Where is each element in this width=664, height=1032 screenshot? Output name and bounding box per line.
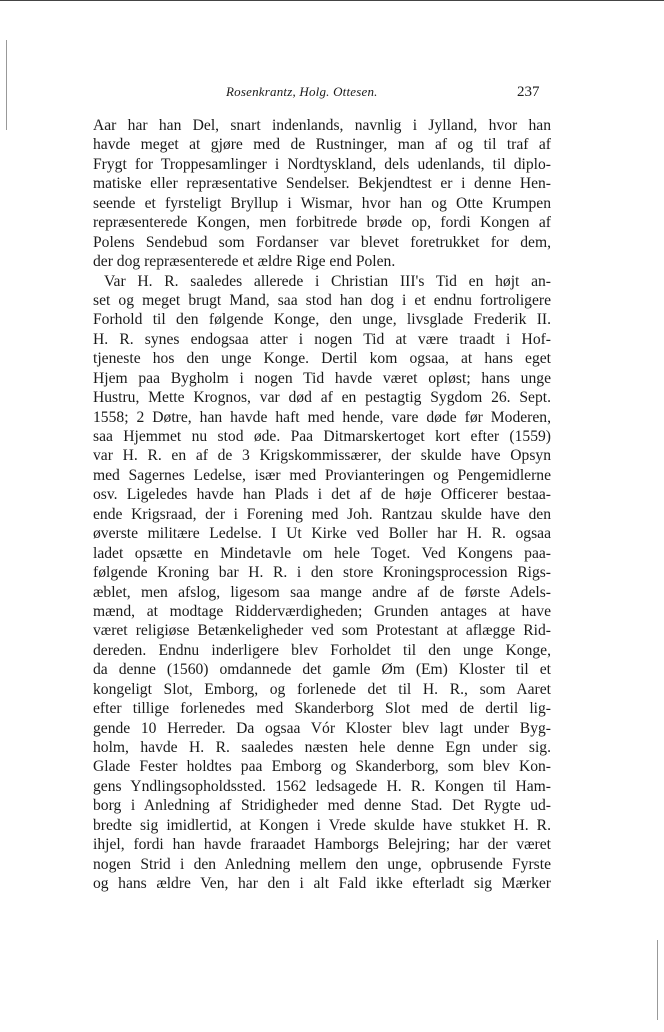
text-line: gende 10 Herreder. Da ogsaa Vór Kloster blev lagt under Byg- — [93, 719, 551, 737]
running-head: Rosenkrantz, Holg. Ottesen. — [226, 84, 378, 99]
text-line: der dog repræsenterede et ældre Rige end Polen. — [93, 253, 396, 271]
text-line: Hjem paa Bygholm i nogen Tid havde været opløst; hans unge — [93, 369, 551, 387]
text-line: Frygt for Troppesamlinger i Nordtyskland, dels udenlands, til diplo- — [93, 155, 551, 173]
text-line: saa Hjemmet nu stod øde. Paa Ditmarskertoget kort efter (1559) — [93, 428, 551, 445]
text-line: matiske eller repræsentative Sendelser. Bekjendtest er i denne Hen- — [93, 175, 551, 193]
text-line: Var H. R. saaledes allerede i Christian III's Tid en højt an- — [104, 272, 551, 290]
text-line: bredte sig imidlertid, at Kongen i Vrede skulde have stukket H. R. — [93, 816, 551, 834]
text-line: tjeneste hos den unge Konge. Dertil kom ogsaa, at hans eget — [93, 350, 551, 368]
text-line: holm, havde H. R. saaledes næsten hele denne Egn under sig. — [93, 739, 551, 756]
text-line: mænd, at modtage Ridderværdigheden; Grunden antages at have — [93, 602, 551, 620]
text-line: 1558; 2 Døtre, han havde haft med hende, vare døde før Moderen, — [93, 408, 551, 426]
text-line: dereden. Endnu inderligere blev Forholdet til den unge Konge, — [93, 641, 551, 659]
text-line: Forhold til den følgende Konge, den unge, livsglade Frederik II. — [93, 311, 551, 329]
text-line: Polens Sendebud som Fordanser var blevet foretrukket for dem, — [93, 233, 551, 251]
text-line: kongeligt Slot, Emborg, og forlenede det til H. R., som Aaret — [93, 680, 551, 698]
body-text — [93, 116, 551, 894]
text-line: ihjel, fordi han havde fraraadet Hamborgs Belejring; har der været — [93, 836, 551, 854]
text-line: havde meget at gjøre med de Rustninger, man af og til traf af — [93, 136, 551, 154]
text-line: og hans ældre Ven, har den i alt Fald ikke efterladt sig Mærker — [93, 875, 551, 893]
text-line: da denne (1560) omdannede det gamle Øm (Em) Kloster til et — [93, 661, 551, 679]
text-line: osv. Ligeledes havde han Plads i det af de høje Officerer bestaa- — [93, 486, 551, 504]
text-line: følgende Kroning bar H. R. i den store Kroningsprocession Rigs- — [93, 564, 551, 582]
text-line: Hustru, Mette Krognos, var død af en pestagtig Sygdom 26. Sept. — [93, 389, 551, 407]
text-line: Aar har han Del, snart indenlands, navnlig i Jylland, hvor han — [93, 117, 551, 134]
text-line: borg i Anledning af Stridigheder med denne Stad. Det Rygte ud- — [93, 797, 551, 815]
text-line: set og meget brugt Mand, saa stod han dog i et endnu fortroligere — [93, 291, 551, 309]
text-line: været religiøse Betænkeligheder ved som Protestant at aflægge Rid- — [93, 622, 551, 640]
text-line: ende Krigsraad, der i Forening med Joh. Rantzau skulde have den — [93, 505, 551, 523]
text-line: gens Yndlingsopholdssted. 1562 ledsagede H. R. Kongen til Ham- — [93, 777, 551, 795]
page-header — [0, 82, 664, 106]
text-line: var H. R. en af de 3 Krigskommissærer, der skulde have Opsyn — [93, 447, 551, 465]
text-line: øverste militære Ledelse. I Ut Kirke ved Boller har H. R. ogsaa — [93, 525, 551, 543]
text-line: H. R. synes endogsaa atter i nogen Tid at være traadt i Hof- — [93, 330, 551, 348]
scan-border-top — [0, 0, 664, 1]
page-number: 237 — [517, 84, 540, 100]
text-line: Glade Fester holdtes paa Emborg og Skanderborg, som blev Kon- — [93, 758, 551, 776]
text-line: æblet, men afslog, ligesom saa mange andre af de første Adels- — [93, 583, 551, 601]
text-line: efter tillige forlenedes med Skanderborg Slot med de dertil lig- — [93, 700, 551, 718]
text-line: repræsenterede Kongen, men forbitrede brøde op, fordi Kongen af — [93, 214, 551, 232]
text-line: nogen Strid i den Anledning mellem den unge, opbrusende Fyrste — [93, 855, 551, 873]
text-line: seende et fyrsteligt Bryllup i Wismar, hvor han og Otte Krumpen — [93, 194, 551, 212]
text-line: ladet opsætte en Mindetavle om hele Toget. Ved Kongens paa- — [93, 544, 551, 562]
text-line: med Sagernes Ledelse, især med Provianteringen og Pengemidlerne — [93, 466, 551, 484]
scan-border-right — [657, 940, 658, 1020]
